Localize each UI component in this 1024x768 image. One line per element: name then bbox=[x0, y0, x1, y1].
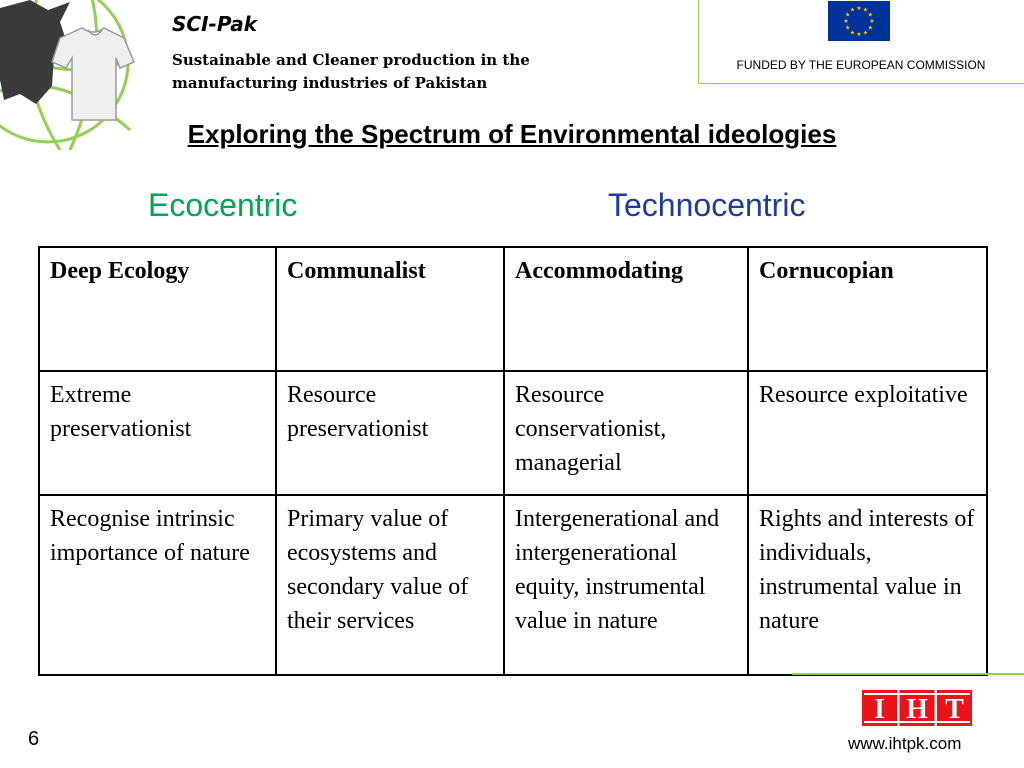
slide-title: Exploring the Spectrum of Environmental ideologies bbox=[187, 119, 837, 149]
table-cell: Rights and interests of individuals, instrumental value in nature bbox=[748, 495, 987, 675]
svg-text:★: ★ bbox=[845, 11, 851, 19]
iht-logo-letter: H bbox=[906, 694, 928, 725]
table-cell: Intergenerational and intergenerational equity, instrumental value in nature bbox=[504, 495, 748, 675]
ideology-table bbox=[38, 246, 988, 676]
header-subtitle: Sustainable and Cleaner production in the manufacturing industries of Pakistan bbox=[172, 51, 530, 92]
table-cell: Resource conservationist, managerial bbox=[504, 371, 748, 495]
svg-text:★: ★ bbox=[856, 5, 862, 12]
table-row bbox=[39, 371, 987, 495]
header-cell-accommodating: Accommodating bbox=[504, 247, 748, 371]
svg-text:★: ★ bbox=[869, 18, 875, 25]
svg-text:★: ★ bbox=[856, 31, 862, 38]
iht-logo-letter: I bbox=[874, 694, 885, 725]
svg-text:★: ★ bbox=[867, 11, 873, 19]
table-cell: Recognise intrinsic importance of nature bbox=[39, 495, 276, 675]
eu-flag-icon bbox=[828, 1, 890, 41]
ecocentric-label: Ecocentric bbox=[148, 187, 298, 223]
svg-text:★: ★ bbox=[843, 18, 849, 25]
svg-text:★: ★ bbox=[862, 6, 869, 14]
header-cell-communalist: Communalist bbox=[276, 247, 504, 371]
footer-divider bbox=[792, 673, 1024, 675]
svg-text:★: ★ bbox=[849, 6, 856, 14]
header-cell-cornucopian: Cornucopian bbox=[748, 247, 987, 371]
svg-text:★: ★ bbox=[867, 24, 873, 32]
svg-text:★: ★ bbox=[849, 29, 856, 37]
header-cell-deep-ecology: Deep Ecology bbox=[39, 247, 276, 371]
page-number: 6 bbox=[28, 728, 40, 750]
technocentric-label: Technocentric bbox=[608, 187, 806, 223]
table-cell: Primary value of ecosystems and secondary value of their services bbox=[276, 495, 504, 675]
table-cell: Extreme preservationist bbox=[39, 371, 276, 495]
table-row bbox=[39, 495, 987, 675]
svg-text:★: ★ bbox=[845, 24, 851, 32]
svg-text:★: ★ bbox=[862, 29, 869, 37]
table-cell: Resource exploitative bbox=[748, 371, 987, 495]
table-header-row bbox=[39, 247, 987, 371]
iht-logo-letter: T bbox=[945, 694, 964, 725]
iht-logo bbox=[862, 690, 972, 726]
footer-url: www.ihtpk.com bbox=[848, 734, 962, 753]
funding-text: FUNDED BY THE EUROPEAN COMMISSION bbox=[736, 58, 986, 72]
table-cell: Resource preservationist bbox=[276, 371, 504, 495]
header-title: SCI-Pak bbox=[172, 12, 257, 36]
